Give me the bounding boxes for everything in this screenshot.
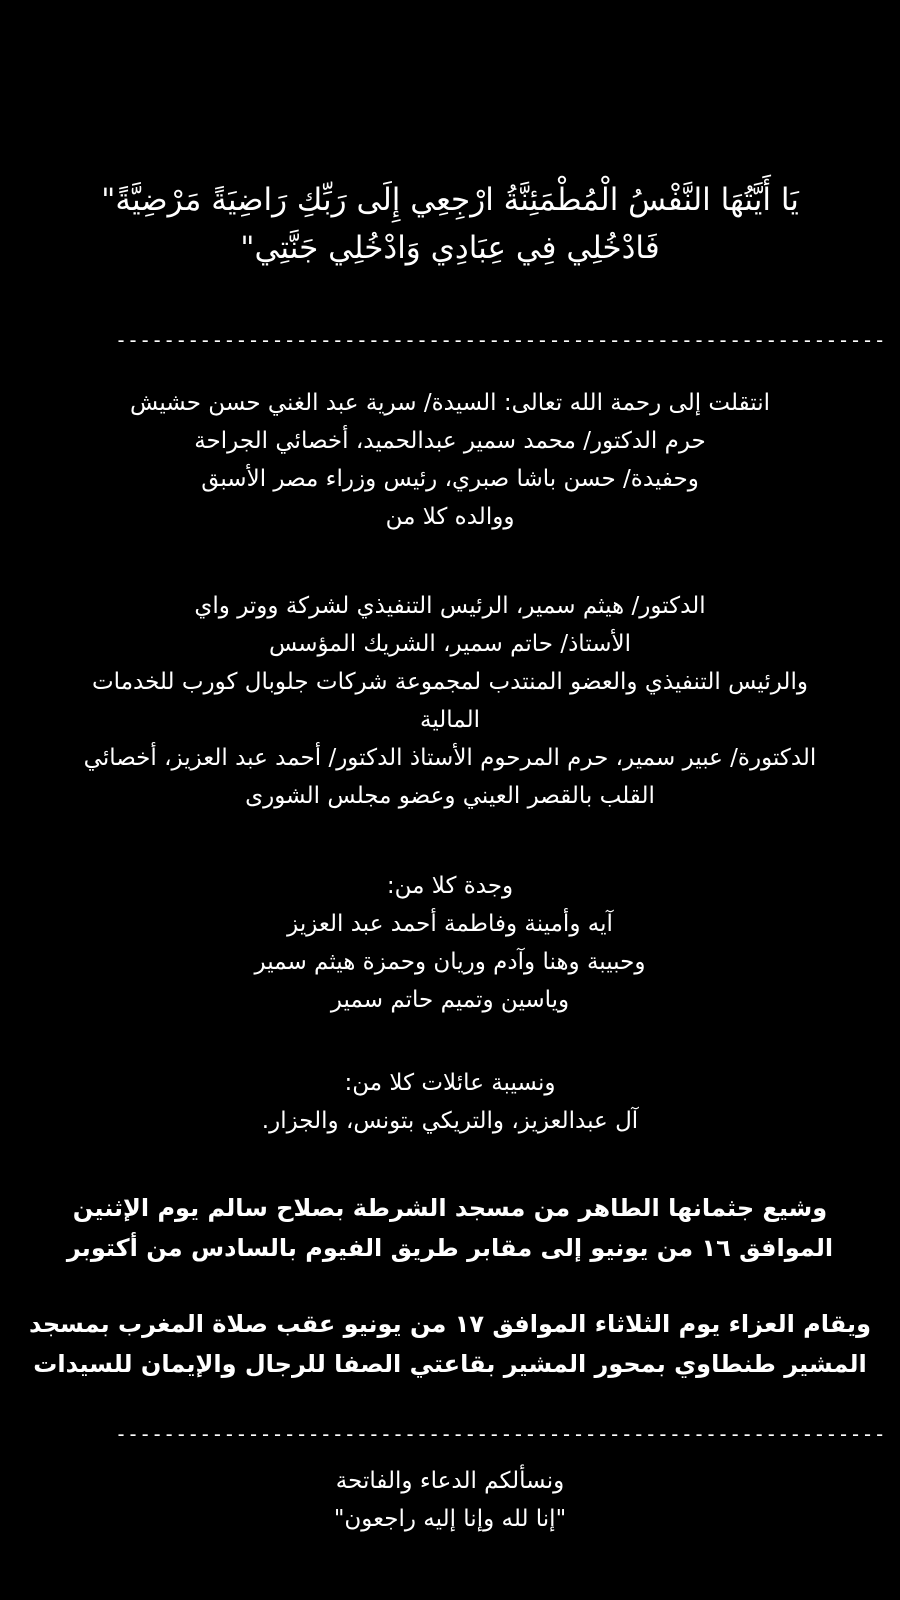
grandchildren-line: آيه وأمينة وفاطمة أحمد عبد العزيز — [287, 911, 613, 937]
children-line: والرئيس التنفيذي والعضو المنتدب لمجموعة شركات جلوبال كورب للخدمات — [92, 669, 808, 695]
children-line: الدكتورة/ عبير سمير، حرم المرحوم الأستاذ الدكتور/ أحمد عبد العزيز، أخصائي — [83, 745, 817, 771]
children-line: الدكتور/ هيثم سمير، الرئيس التنفيذي لشركة ووتر واي — [194, 593, 706, 619]
grandchildren-line: وياسين وتميم حاتم سمير — [330, 987, 570, 1013]
condolences-block — [14, 1304, 886, 1384]
children-block — [14, 587, 886, 815]
closing-line: ونسألكم الدعاء والفاتحة — [335, 1468, 565, 1494]
grandchildren-line: وجدة كلا من: — [386, 873, 514, 899]
funeral-line: الموافق ١٦ من يونيو إلى مقابر طريق الفيوم بالسادس من أكتوبر — [66, 1234, 834, 1262]
condolences-line: المشير طنطاوي بمحور المشير بقاعتي الصفا للرجال والإيمان للسيدات — [33, 1350, 867, 1378]
in-laws-line: آل عبدالعزيز، والتريكي بتونس، والجزار. — [261, 1108, 639, 1134]
grandchildren-block — [14, 867, 886, 1019]
announcement-line: ووالده كلا من — [385, 504, 515, 530]
announcement-line: حرم الدكتور/ محمد سمير عبدالحميد، أخصائي الجراحة — [194, 428, 706, 454]
top-divider: ---------------------------------------------------------------- — [115, 328, 886, 352]
grandchildren-line: وحبيبة وهنا وآدم وريان وحمزة هيثم سمير — [254, 949, 646, 975]
closing-line: "إنا لله وإنا إليه راجعون" — [333, 1506, 567, 1532]
funeral-block — [14, 1188, 886, 1268]
announcement-block — [14, 384, 886, 536]
children-line: المالية — [420, 707, 480, 733]
children-line: القلب بالقصر العيني وعضو مجلس الشورى — [245, 783, 655, 809]
quran-verse — [40, 176, 860, 272]
announcement-line: انتقلت إلى رحمة الله تعالى: السيدة/ سرية عبد الغني حسن حشيش — [130, 390, 770, 416]
in-laws-block — [14, 1064, 886, 1140]
verse-line-1: يَا أَيَّتُهَا النَّفْسُ الْمُطْمَئِنَّةُ ارْجِعِي إِلَى رَبِّكِ رَاضِيَةً مَرْضِيَّةً" — [101, 182, 799, 218]
closing-block — [14, 1462, 886, 1538]
in-laws-line: ونسيبة عائلات كلا من: — [344, 1070, 556, 1096]
bottom-divider: ---------------------------------------------------------------- — [115, 1422, 886, 1446]
condolences-line: ويقام العزاء يوم الثلاثاء الموافق ١٧ من يونيو عقب صلاة المغرب بمسجد — [28, 1310, 871, 1338]
children-line: الأستاذ/ حاتم سمير، الشريك المؤسس — [268, 631, 632, 657]
verse-line-2: فَادْخُلِي فِي عِبَادِي وَادْخُلِي جَنَّتِي" — [240, 230, 660, 266]
announcement-line: وحفيدة/ حسن باشا صبري، رئيس وزراء مصر الأسبق — [201, 466, 699, 492]
funeral-line: وشيع جثمانها الطاهر من مسجد الشرطة بصلاح سالم يوم الإثنين — [72, 1194, 828, 1222]
